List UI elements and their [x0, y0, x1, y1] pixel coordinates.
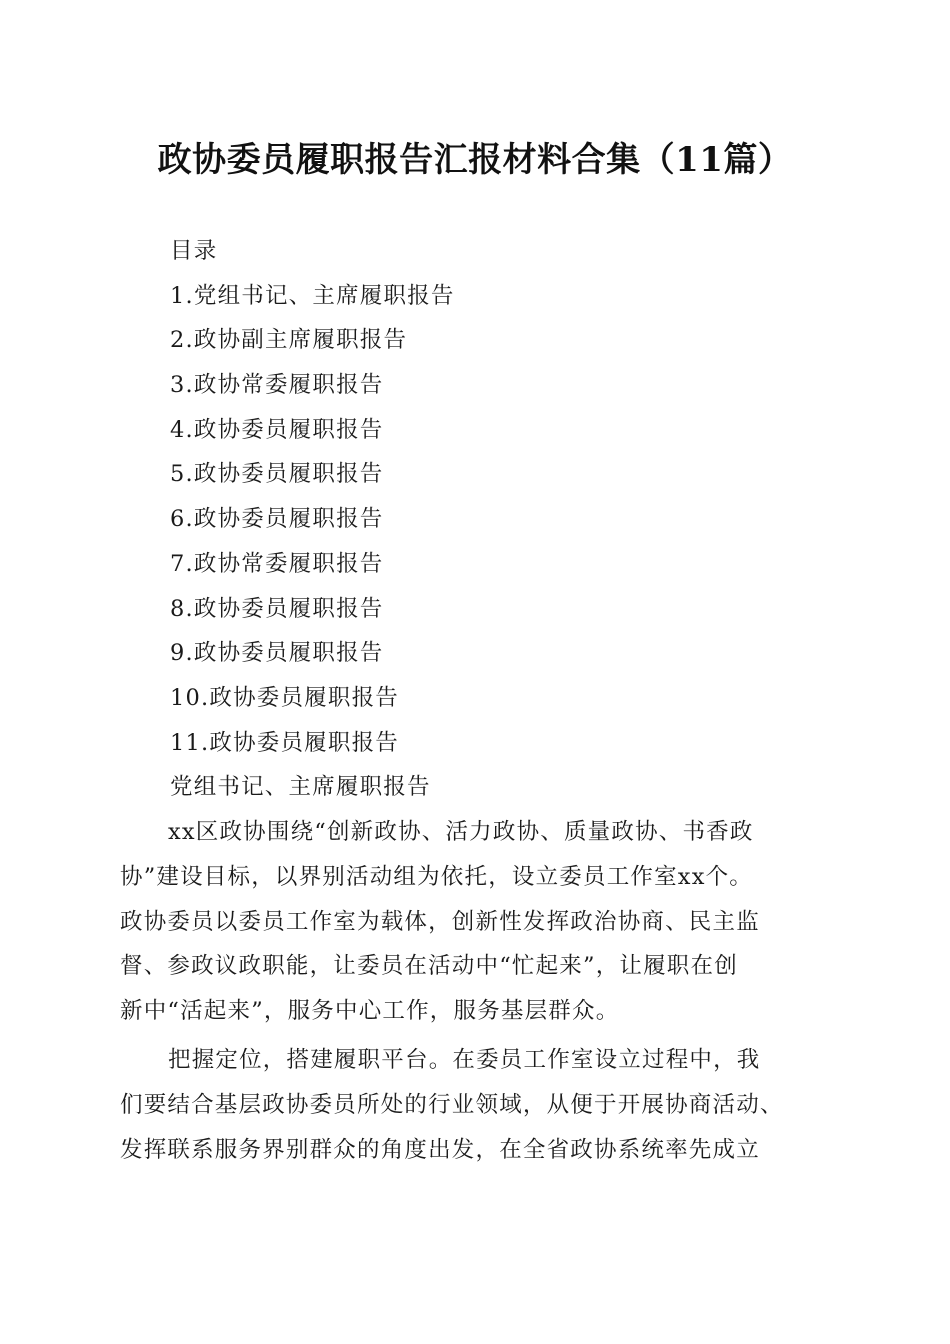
paragraph-line: 发挥联系服务界别群众的角度出发，在全省政协系统率先成立 [120, 1136, 760, 1163]
paragraph-line: 督、参政议政职能，让委员在活动中“忙起来”，让履职在创 [120, 953, 738, 980]
toc-item: 8.政协委员履职报告 [170, 595, 384, 622]
toc-item: 3.政协常委履职报告 [170, 372, 384, 399]
paragraph-line: 协”建设目标，以界别活动组为依托，设立委员工作室xx个。 [120, 863, 753, 890]
document-title: 政协委员履职报告汇报材料合集（11篇） [157, 140, 793, 180]
paragraph-line: xx区政协围绕“创新政协、活力政协、质量政协、书香政 [168, 819, 754, 845]
paragraph-line: 新中“活起来”，服务中心工作，服务基层群众。 [120, 998, 620, 1025]
toc-item: 7.政协常委履职报告 [170, 550, 384, 577]
toc-item: 9.政协委员履职报告 [170, 640, 384, 667]
toc-item: 10.政协委员履职报告 [170, 684, 399, 711]
toc-item: 5.政协委员履职报告 [170, 461, 384, 488]
paragraph-1 [120, 810, 832, 1034]
toc-heading: 目录 [170, 238, 218, 264]
table-of-contents [170, 229, 870, 810]
toc-item: 2.政协副主席履职报告 [170, 327, 408, 354]
paragraph-line: 政协委员以委员工作室为载体，创新性发挥政治协商、民主监 [120, 908, 760, 935]
paragraph-line: 把握定位，搭建履职平台。在委员工作室设立过程中，我 [168, 1046, 761, 1073]
paragraph-2 [120, 1038, 832, 1172]
body-text [120, 810, 832, 1172]
toc-item: 6.政协委员履职报告 [170, 506, 384, 533]
section-heading: 党组书记、主席履职报告 [170, 774, 431, 801]
toc-item: 11.政协委员履职报告 [170, 729, 399, 756]
toc-item: 4.政协委员履职报告 [170, 416, 384, 443]
paragraph-line: 们要结合基层政协委员所处的行业领域，从便于开展协商活动、 [120, 1091, 784, 1118]
toc-item: 1.党组书记、主席履职报告 [170, 282, 455, 309]
